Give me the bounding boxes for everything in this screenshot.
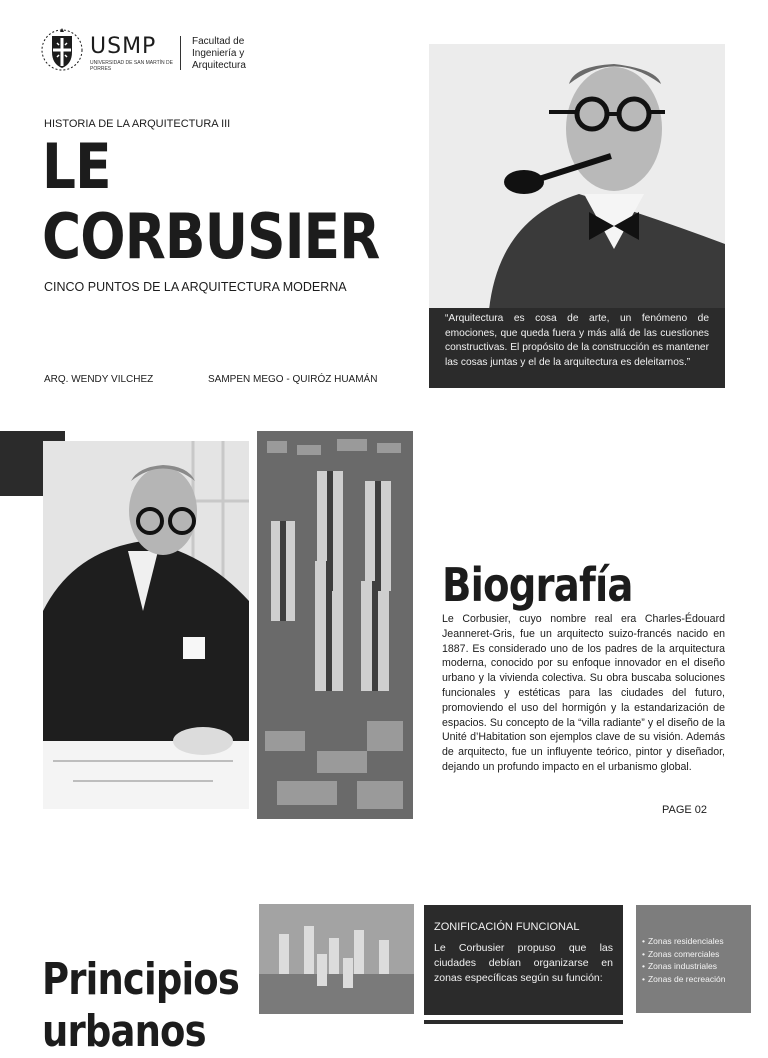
- student-names: SAMPEN MEGO - QUIRÓZ HUAMÁN: [208, 374, 378, 385]
- faculty-name: [192, 36, 272, 72]
- logo-divider: [180, 36, 181, 70]
- zones-list-box: [636, 905, 751, 1013]
- list-item: • Zonas de recreación: [642, 973, 745, 986]
- quote-box: “Arquitectura es cosa de arte, un fenómeno de emociones, que queda fuera y más allá de las cuestiones constructivas. El propósito de la construcción es mantener las cosas juntas y el de la arquitectura es deleitarnos.”: [429, 308, 725, 388]
- city-model-photo: [259, 904, 414, 1014]
- list-item: • Zonas comerciales: [642, 948, 745, 961]
- title-line: CORBUSIER: [42, 200, 380, 273]
- zoning-title: ZONIFICACIÓN FUNCIONAL: [434, 921, 580, 933]
- portrait-photo: [429, 44, 725, 310]
- professor-name: ARQ. WENDY VILCHEZ: [44, 374, 154, 385]
- zones-list: [642, 935, 745, 985]
- biography-heading: Biografía: [442, 558, 633, 612]
- heading-line: Principios: [42, 954, 239, 1005]
- functional-zoning-box: [424, 905, 623, 1015]
- logo-wordmark: USMP: [90, 34, 157, 59]
- faculty-line: Facultad de: [192, 36, 245, 47]
- title-line: LE: [42, 130, 111, 203]
- architect-drawing-photo: [43, 441, 249, 809]
- list-item: • Zonas residenciales: [642, 935, 745, 948]
- usmp-logo: [40, 26, 260, 78]
- logo-university-name: UNIVERSIDAD DE SAN MARTÍN DE PORRES: [90, 60, 173, 72]
- university-crest-icon: [40, 26, 84, 74]
- course-name: HISTORIA DE LA ARQUITECTURA III: [44, 118, 231, 130]
- cover-subtitle: CINCO PUNTOS DE LA ARQUITECTURA MODERNA: [44, 280, 347, 294]
- list-item: • Zonas industriales: [642, 960, 745, 973]
- page-number: PAGE 02: [662, 804, 708, 816]
- next-panel-edge: [424, 1020, 623, 1024]
- ville-radieuse-model-photo: [257, 431, 413, 819]
- biography-text: Le Corbusier, cuyo nombre real era Charles-Édouard Jeanneret-Gris, fue un arquitecto suizo-francés nacido en 1887. Es considerado uno de los padres de la arquitectura moderna, conocido por su enfoque innovador en el diseño urbano y la vivienda colectiva. Su obra buscaba soluciones funcionales y estéticas para las ciudades del futuro, promoviendo el uso del hormigón y la estandarización de espacios. Su concepto de la “villa radiante” y el diseño de la Unité d’Habitation son ejemplos clave de su visión. Además de arquitecto, fue un influyente teórico, pintor y diseñador, dejando un profundo impacto en el urbanismo global.: [442, 613, 725, 773]
- faculty-line: Arquitectura: [192, 60, 246, 71]
- principles-heading: [42, 954, 239, 1058]
- cover-title: [42, 130, 380, 273]
- zoning-text: Le Corbusier propuso que las ciudades debían organizarse en zonas específicas según su función:: [434, 942, 613, 984]
- faculty-line: Ingeniería y: [192, 48, 245, 59]
- heading-line: urbanos: [42, 1006, 206, 1057]
